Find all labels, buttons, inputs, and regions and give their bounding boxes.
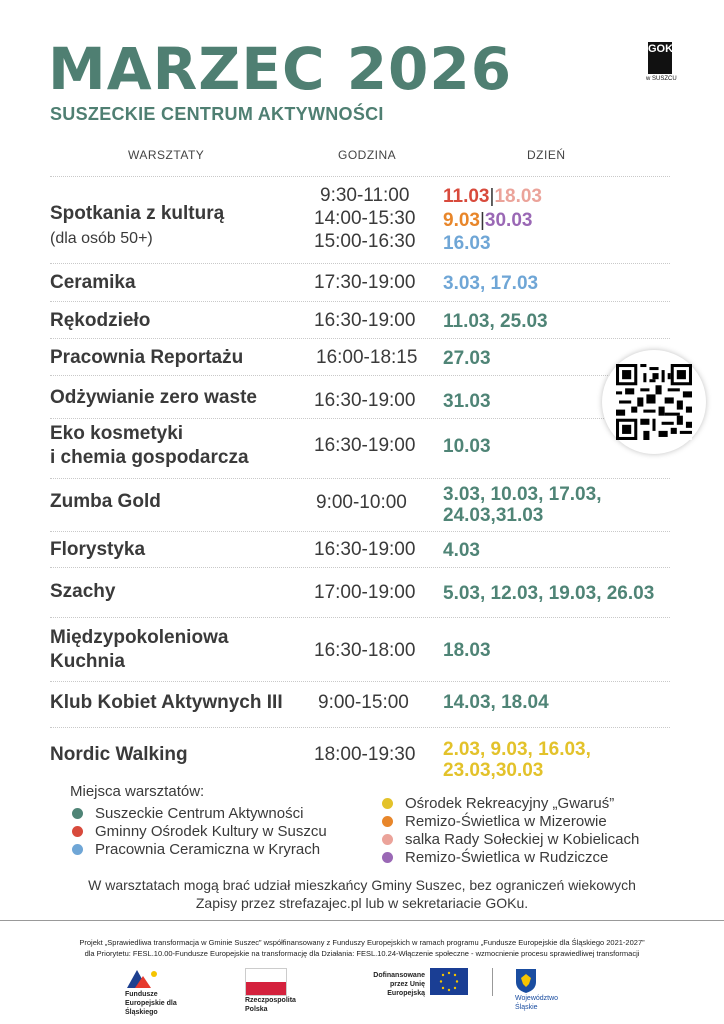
legend-item — [72, 840, 320, 859]
legend-label: Ośrodek Rekreacyjny „Gwaruś” — [405, 795, 615, 812]
workshop-time: 16:30-18:00 — [314, 640, 416, 661]
signup-note: Zapisy przez strefazajec.pl lub w sekretariacie GOKu. — [195, 895, 529, 911]
project-info-line: dla Priorytetu: FESL.10.00-Fundusze Europejskie na transformację dla Działania: FESL.10.24-Włączenie społeczne - wzmocnienie procesu sprawiedliwej transformacji — [84, 949, 640, 958]
workshop-days: 27.03 — [443, 348, 491, 369]
pl-logo-text: Rzeczpospolita Polska — [245, 997, 296, 1013]
workshop-days — [443, 185, 542, 256]
day-separator: | — [489, 186, 495, 207]
row-divider — [50, 478, 670, 479]
info-note: W warsztatach mogą brać udział mieszkańcy Gminy Suszec, bez ograniczeń wiekowych — [88, 877, 636, 893]
day-separator: | — [479, 209, 485, 231]
row-divider — [50, 418, 670, 419]
slaskie-logo — [515, 968, 559, 1012]
workshop-time: 17:30-19:00 — [314, 272, 416, 293]
qr-code-badge[interactable] — [602, 350, 706, 454]
day-date: 18.03 — [494, 186, 542, 207]
legend-label: Remizo-Świetlica w Rudziczce — [405, 849, 609, 866]
legend-label: salka Rady Sołeckiej w Kobielicach — [405, 831, 640, 848]
workshop-name: Odżywianie zero waste — [50, 387, 257, 408]
day-dates-line: 24.03,31.03 — [443, 505, 544, 526]
workshop-name: Florystyka — [50, 539, 146, 560]
workshop-time: 16:30-19:00 — [314, 539, 416, 560]
legend-item — [382, 830, 639, 849]
slaskie-logo-text: Województwo Śląskie — [515, 995, 559, 1011]
legend-dot — [72, 808, 83, 819]
workshop-days: 31.03 — [443, 391, 491, 412]
workshop-title-line2: i chemia gospodarcza — [50, 447, 249, 468]
eu-logo-text: Dofinansowane przez Unię Europejską — [373, 972, 425, 997]
workshop-time: 9:00-15:00 — [318, 692, 409, 713]
row-divider — [50, 263, 670, 264]
legend-dot — [72, 844, 83, 855]
workshop-days: 4.03 — [443, 540, 480, 561]
workshop-time: 9:30-11:00 — [320, 185, 410, 206]
legend-dot — [72, 826, 83, 837]
workshop-times — [314, 184, 416, 253]
workshop-days: 5.03, 12.03, 19.03, 26.03 — [443, 583, 655, 604]
legend-item — [72, 804, 303, 823]
day-date: 16.03 — [443, 233, 491, 254]
workshop-time: 16:00-18:15 — [316, 347, 418, 368]
workshop-time: 17:00-19:00 — [314, 582, 416, 603]
workshop-time: 16:30-19:00 — [314, 435, 416, 456]
workshop-days: 14.03, 18.04 — [443, 692, 549, 713]
eu-flag-icon — [430, 968, 468, 995]
legend-label: Suszeckie Centrum Aktywności — [95, 805, 304, 822]
legend-dot — [382, 852, 393, 863]
polish-flag-icon — [245, 968, 287, 996]
pl-logo — [245, 968, 296, 1014]
gok-logo — [646, 42, 686, 86]
workshop-time: 15:00-16:30 — [314, 231, 416, 252]
legend-label: Remizo-Świetlica w Mizerowie — [405, 813, 607, 830]
day-date: 11.03 — [443, 186, 490, 207]
legend-title: Miejsca warsztatów: — [70, 783, 205, 800]
workshop-time: 18:00-19:30 — [314, 744, 416, 765]
fe-logo-text: Fundusze Europejskie dla Śląskiego — [125, 991, 177, 1016]
day-date: 9.03 — [443, 209, 480, 231]
legend-dot — [382, 798, 393, 809]
day-date: 30.03 — [484, 209, 533, 231]
row-divider — [50, 375, 670, 376]
workshop-time: 9:00-10:00 — [316, 492, 407, 513]
workshop-title: Eko kosmetyki — [50, 423, 184, 444]
workshop-note: (dla osób 50+) — [50, 230, 153, 247]
row-divider — [50, 531, 670, 532]
workshop-name: Pracownia Reportażu — [50, 347, 244, 368]
workshop-name: Szachy — [50, 581, 116, 602]
legend-item — [382, 848, 608, 867]
gok-logo-caption: w SUSZCU — [646, 76, 677, 82]
row-divider — [50, 727, 670, 728]
eu-logo — [355, 968, 468, 998]
page-title: MARZEC 2026 — [48, 35, 513, 103]
footer-divider — [0, 920, 724, 921]
legend-dot — [382, 834, 393, 845]
workshop-title-line2: Kuchnia — [50, 651, 125, 672]
workshop-days: 10.03 — [443, 436, 491, 457]
workshop-name — [50, 422, 249, 470]
day-dates-line: 2.03, 9.03, 16.03, — [443, 739, 591, 760]
column-header-dzien: DZIEŃ — [527, 148, 566, 162]
workshop-days — [443, 739, 591, 781]
project-info-line: Projekt „Sprawiedliwa transformacja w Gminie Suszec” współfinansowany z Funduszy Europejskich w ramach programu „Fundusze Europejskie dla Śląskiego 2021-2027” — [79, 938, 645, 947]
legend-label: Pracownia Ceramiczna w Kryrach — [95, 841, 321, 858]
fe-logo-icon — [125, 968, 159, 990]
workshop-name: Klub Kobiet Aktywnych III — [50, 692, 283, 713]
workshop-days: 11.03, 25.03 — [443, 311, 548, 332]
row-divider — [50, 681, 670, 682]
legend-item — [72, 822, 327, 841]
fe-logo — [125, 968, 185, 1017]
workshop-name: Zumba Gold — [50, 491, 161, 512]
workshop-name: Rękodzieło — [50, 310, 151, 331]
footer-logo-divider — [492, 968, 493, 996]
workshop-title: Międzypokoleniowa — [50, 627, 229, 648]
workshop-name: Nordic Walking — [50, 744, 188, 765]
legend-item — [382, 812, 607, 831]
workshop-name: Ceramika — [50, 272, 136, 293]
column-header-godzina: GODZINA — [338, 148, 397, 162]
workshop-title: Spotkania z kulturą — [50, 203, 225, 224]
day-dates-line: 23.03,30.03 — [443, 760, 544, 781]
workshop-name — [50, 202, 224, 251]
legend-item — [382, 794, 614, 813]
day-dates-line: 3.03, 10.03, 17.03, — [443, 484, 602, 505]
qr-code-icon — [614, 364, 694, 440]
workshop-days — [443, 484, 601, 526]
page-subtitle: SUSZECKIE CENTRUM AKTYWNOŚCI — [50, 104, 384, 124]
slaskie-eagle-icon — [515, 968, 537, 994]
legend-dot — [382, 816, 393, 827]
workshop-time: 16:30-19:00 — [314, 390, 416, 411]
column-header-warsztaty: WARSZTATY — [128, 148, 205, 162]
row-divider — [50, 176, 670, 177]
row-divider — [50, 338, 670, 339]
workshop-time: 14:00-15:30 — [314, 208, 416, 229]
row-divider — [50, 617, 670, 618]
workshop-name — [50, 626, 228, 674]
workshop-time: 16:30-19:00 — [314, 310, 416, 331]
row-divider — [50, 567, 670, 568]
workshop-days: 18.03 — [443, 640, 491, 661]
workshop-days: 3.03, 17.03 — [443, 273, 539, 294]
row-divider — [50, 301, 670, 302]
gok-logo-mark: GOK — [648, 42, 672, 74]
legend-label: Gminny Ośrodek Kultury w Suszcu — [95, 823, 327, 840]
